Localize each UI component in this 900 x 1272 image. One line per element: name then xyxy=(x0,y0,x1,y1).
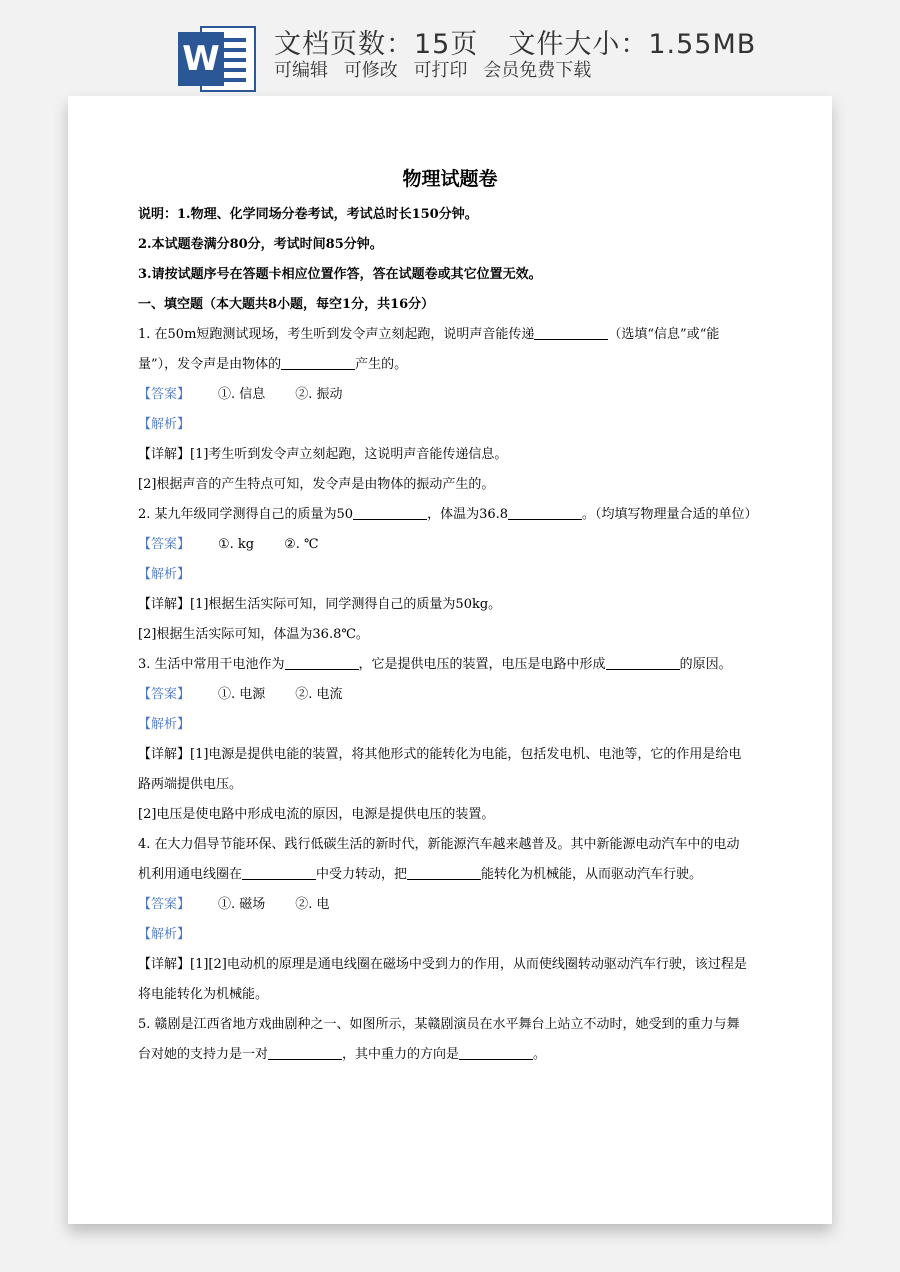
question-1-detail-2: [2]根据声音的产生特点可知，发令声是由物体的振动产生的。 xyxy=(138,477,495,492)
question-5-line-2: 台对她的支持力是一对 ，其中重力的方向是 。 xyxy=(138,1047,547,1062)
note-3: 3.请按试题序号在答题卡相应位置作答，答在试题卷或其它位置无效。 xyxy=(138,267,542,282)
answer-blank xyxy=(534,325,608,340)
question-3-detail-1: 【详解】[1]电源是提供电能的装置，将其他形式的能转化为电能，包括发电机、电池等，它的作用是给电 xyxy=(138,747,742,762)
file-size: 文件大小：1.55MB xyxy=(508,29,757,60)
question-4-line-1: 4. 在大力倡导节能环保、践行低碳生活的新时代，新能源汽车越来越普及。其中新能源电动汽车中的电动 xyxy=(138,837,740,852)
question-3-detail-2: [2]电压是使电路中形成电流的原因，电源是提供电压的装置。 xyxy=(138,807,495,822)
question-1-answer: 【答案】 ①. 信息 ②. 振动 xyxy=(138,387,343,402)
answer-blank xyxy=(242,865,316,880)
question-2-line-1: 2. 某九年级同学测得自己的质量为50 ，体温为36.8 。（均填写物理量合适的单位） xyxy=(138,507,758,522)
feature-list xyxy=(274,56,601,82)
feature-modifiable: 可修改 xyxy=(343,60,398,81)
answer-blank xyxy=(606,655,680,670)
document-info-header xyxy=(0,0,900,100)
document-body xyxy=(138,200,766,1070)
word-document-icon: W xyxy=(178,22,258,96)
question-2-answer: 【答案】 ①. kg ②. ℃ xyxy=(138,537,319,552)
answer-blank xyxy=(508,505,582,520)
question-3-line-1: 3. 生活中常用干电池作为 ，它是提供电压的装置，电压是电路中形成 的原因。 xyxy=(138,657,732,672)
question-2-analysis-label: 【解析】 xyxy=(138,567,191,582)
answer-blank xyxy=(268,1045,342,1060)
question-4-line-2: 机利用通电线圈在 中受力转动，把 能转化为机械能，从而驱动汽车行驶。 xyxy=(138,867,703,882)
page-count: 文档页数：15页 xyxy=(274,29,479,60)
answer-blank xyxy=(459,1045,533,1060)
question-5-line-1: 5. 赣剧是江西省地方戏曲剧种之一、如图所示，某赣剧演员在水平舞台上站立不动时，她受到的重力与舞 xyxy=(138,1017,740,1032)
question-1-detail-1: 【详解】[1]考生听到发令声立刻起跑，这说明声音能传递信息。 xyxy=(138,447,508,462)
answer-blank xyxy=(353,505,427,520)
question-1-line-1: 1. 在50m短跑测试现场，考生听到发令声立刻起跑，说明声音能传递 （选填“信息”或“能 xyxy=(138,327,720,342)
feature-member-download: 会员免费下载 xyxy=(483,60,592,81)
question-1-line-2: 量”），发令声是由物体的 产生的。 xyxy=(138,357,408,372)
question-1-analysis-label: 【解析】 xyxy=(138,417,191,432)
question-3-analysis-label: 【解析】 xyxy=(138,717,191,732)
answer-blank xyxy=(407,865,481,880)
section-title: 一、填空题（本大题共8小题，每空1分，共16分） xyxy=(138,297,435,312)
note-2: 2.本试题卷满分80分，考试时间85分钟。 xyxy=(138,237,383,252)
question-4-detail-1b: 将电能转化为机械能。 xyxy=(138,987,269,1002)
feature-printable: 可打印 xyxy=(413,60,468,81)
question-2-detail-1: 【详解】[1]根据生活实际可知，同学测得自己的质量为50kg。 xyxy=(138,597,502,612)
question-4-analysis-label: 【解析】 xyxy=(138,927,191,942)
answer-blank xyxy=(281,355,355,370)
question-3-answer: 【答案】 ①. 电源 ②. 电流 xyxy=(138,687,343,702)
feature-editable: 可编辑 xyxy=(274,60,328,81)
question-4-answer: 【答案】 ①. 磁场 ②. 电 xyxy=(138,897,330,912)
answer-blank xyxy=(285,655,359,670)
question-3-detail-1b: 路两端提供电压。 xyxy=(138,777,243,792)
page-title: 物理试题卷 xyxy=(402,168,498,190)
note-1: 说明：1.物理、化学同场分卷考试，考试总时长150分钟。 xyxy=(138,207,478,222)
question-2-detail-2: [2]根据生活实际可知，体温为36.8℃。 xyxy=(138,627,369,642)
question-4-detail-1: 【详解】[1][2]电动机的原理是通电线圈在磁场中受到力的作用，从而使线圈转动驱动汽车行驶，该过程是 xyxy=(138,957,747,972)
